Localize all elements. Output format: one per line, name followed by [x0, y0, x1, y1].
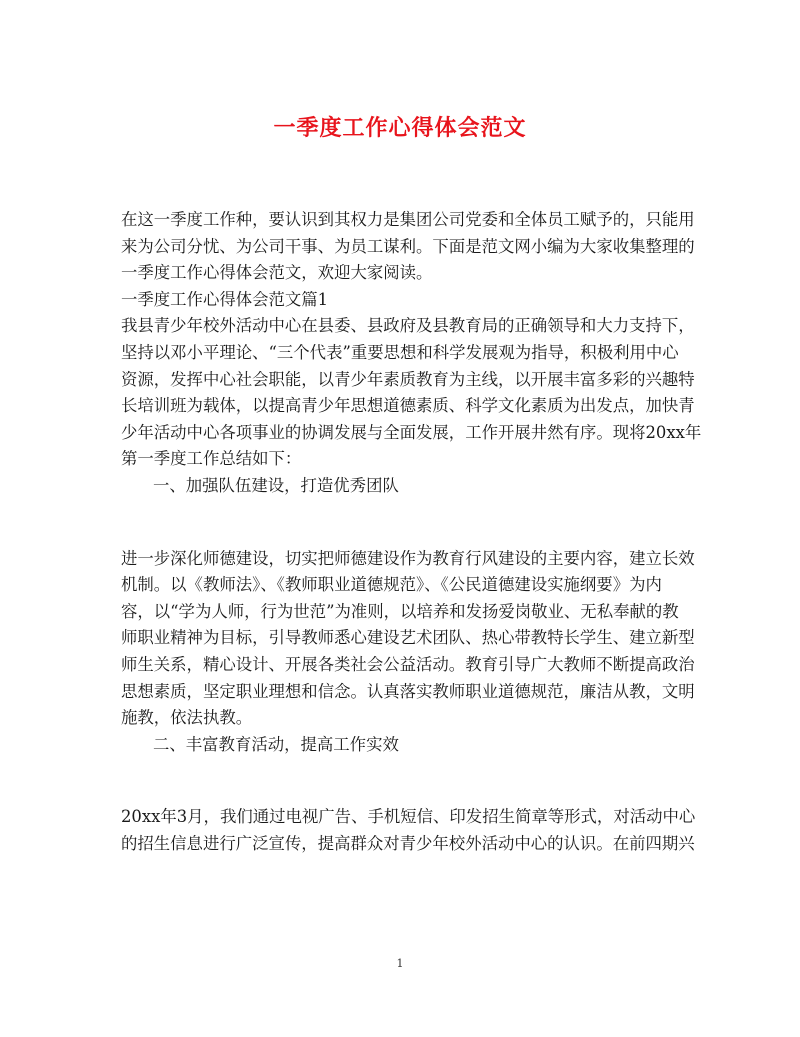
paragraph-line: 进一步深化师德建设，切实把师德建设作为教育行风建设的主要内容，建立长效: [121, 548, 695, 568]
paragraph-line: 师职业精神为目标，引导教师悉心建设艺术团队、热心带教特长学生、建立新型: [121, 628, 695, 648]
page-number: 1: [396, 957, 404, 970]
paragraph-line: 机制。以《教师法》、《教师职业道德规范》、《公民道德建设实施纲要》为内: [121, 575, 662, 595]
subheading: 一季度工作心得体会范文篇1: [121, 289, 329, 309]
paragraph-line: 资源，发挥中心社会职能，以青少年素质教育为主线，以开展丰富多彩的兴趣特: [121, 369, 695, 389]
intro-line: 在这一季度工作种，要认识到其权力是集团公司党委和全体员工赋予的，只能用: [121, 210, 695, 229]
intro-line: 来为公司分忧、为公司干事、为员工谋利。下面是范文网小编为大家收集整理的: [121, 236, 695, 256]
section-heading: 一、加强队伍建设，打造优秀团队: [153, 475, 399, 495]
paragraph-line: 的招生信息进行广泛宣传，提高群众对青少年校外活动中心的认识。在前四期兴: [121, 833, 695, 853]
paragraph-gap: [121, 758, 681, 804]
paragraph-line: 长培训班为载体，以提高青少年思想道德素质、科学文化素质为出发点，加快青: [121, 396, 695, 416]
paragraph-line: 坚持以邓小平理论、“三个代表”重要思想和科学发展观为指导，积极利用中心: [121, 342, 679, 362]
document-body: [121, 207, 702, 857]
section-heading: 二、丰富教育活动，提高工作实效: [153, 734, 399, 754]
paragraph-line: 我县青少年校外活动中心在县委、县政府及县教育局的正确领导和大力支持下，: [121, 316, 695, 336]
paragraph-line: 思想素质，坚定职业理想和信念。认真落实教师职业道德规范，廉洁从教，文明: [121, 681, 695, 701]
paragraph-line: 少年活动中心各项事业的协调发展与全面发展，工作开展井然有序。现将20xx年: [121, 422, 702, 442]
intro-line: 一季度工作心得体会范文，欢迎大家阅读。: [121, 263, 433, 283]
paragraph-line: 施教，依法执教。: [121, 708, 253, 728]
paragraph-line: 容，以“学为人师，行为世范”为准则，以培养和发扬爱岗敬业、无私奉献的教: [121, 601, 679, 621]
document-title: 一季度工作心得体会范文: [273, 115, 527, 141]
paragraph-line: 20xx年3月，我们通过电视广告、手机短信、印发招生简章等形式，对活动中心: [121, 807, 696, 827]
paragraph-line: 第一季度工作总结如下：: [121, 449, 302, 469]
paragraph-gap: [121, 500, 681, 546]
paragraph-line: 师生关系，精心设计、开展各类社会公益活动。教育引导广大教师不断提高政治: [121, 654, 695, 674]
